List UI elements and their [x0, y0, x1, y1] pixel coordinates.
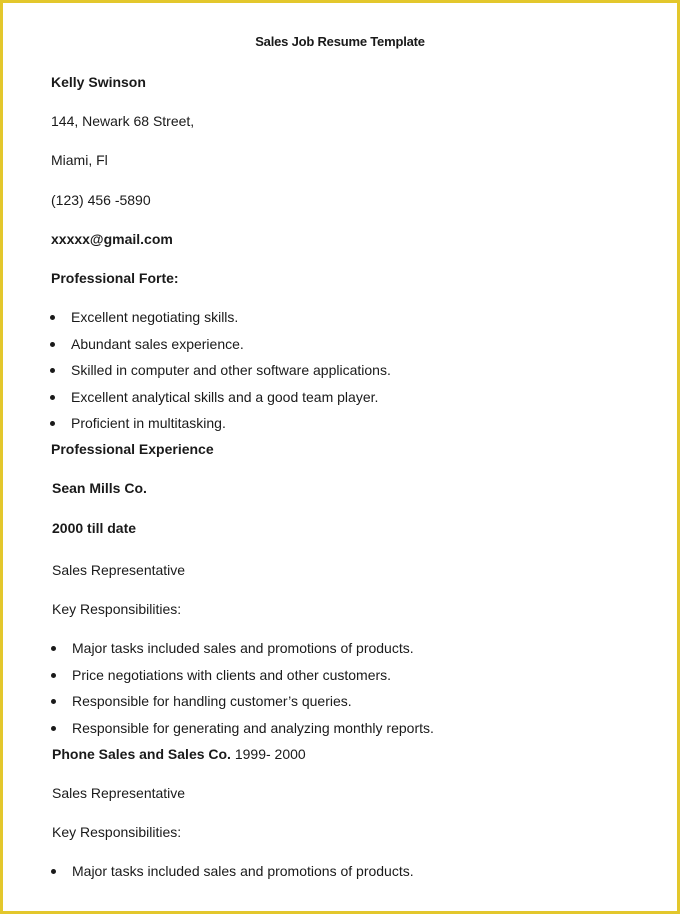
job-2-responsibilities-heading: Key Responsibilities: [52, 824, 182, 840]
bullet-icon [50, 315, 55, 320]
list-item-text: Responsible for generating and analyzing monthly reports. [72, 719, 434, 736]
job-1-responsibilities-list [72, 639, 434, 745]
bullet-icon [51, 726, 56, 731]
list-item [71, 361, 391, 388]
address-line-1: 144, Newark 68 Street, [51, 113, 195, 129]
list-item-text: Major tasks included sales and promotions of products. [72, 863, 414, 879]
list-item [72, 862, 414, 889]
list-item [71, 335, 391, 362]
bullet-icon [51, 699, 56, 704]
phone-number: (123) 456 -5890 [51, 192, 151, 208]
job-1-company: Sean Mills Co. [52, 480, 147, 496]
bullet-icon [50, 395, 55, 400]
job-2-period: 1999- 2000 [234, 746, 306, 762]
job-2-responsibilities-list [72, 862, 414, 889]
list-item-text: Price negotiations with clients and other customers. [72, 666, 392, 683]
bullet-icon [51, 869, 56, 874]
address-line-2: Miami, Fl [51, 152, 108, 168]
email-address: xxxxx@gmail.com [51, 231, 173, 247]
list-item-text: Responsible for handling customer’s queries. [72, 693, 352, 709]
forte-list [71, 308, 391, 441]
list-item-text: Excellent analytical skills and a good team player. [71, 388, 379, 405]
list-item [72, 666, 434, 693]
list-item [72, 719, 434, 746]
list-item [71, 388, 391, 415]
bullet-icon [50, 421, 55, 426]
list-item [71, 414, 391, 441]
list-item-text: Abundant sales experience. [71, 335, 244, 352]
job-2-role: Sales Representative [52, 785, 186, 801]
job-1-responsibilities-heading: Key Responsibilities: [52, 601, 182, 617]
job-2-header [52, 745, 306, 763]
list-item-text: Major tasks included sales and promotions of products. [72, 640, 414, 656]
list-item-text: Skilled in computer and other software applications. [71, 362, 391, 378]
document-title: Sales Job Resume Template [255, 34, 425, 49]
forte-heading: Professional Forte: [51, 270, 179, 286]
bullet-icon [51, 646, 56, 651]
job-1-role: Sales Representative [52, 562, 186, 578]
job-1-period: 2000 till date [52, 520, 137, 536]
bullet-icon [50, 342, 55, 347]
experience-heading: Professional Experience [51, 441, 214, 457]
job-2-company: Phone Sales and Sales Co. [52, 746, 231, 762]
list-item [72, 639, 434, 666]
list-item [71, 308, 391, 335]
bullet-icon [51, 673, 56, 678]
list-item-text: Excellent negotiating skills. [71, 309, 239, 325]
candidate-name: Kelly Swinson [51, 74, 146, 90]
list-item [72, 692, 434, 719]
bullet-icon [50, 368, 55, 373]
list-item-text: Proficient in multitasking. [71, 415, 226, 431]
